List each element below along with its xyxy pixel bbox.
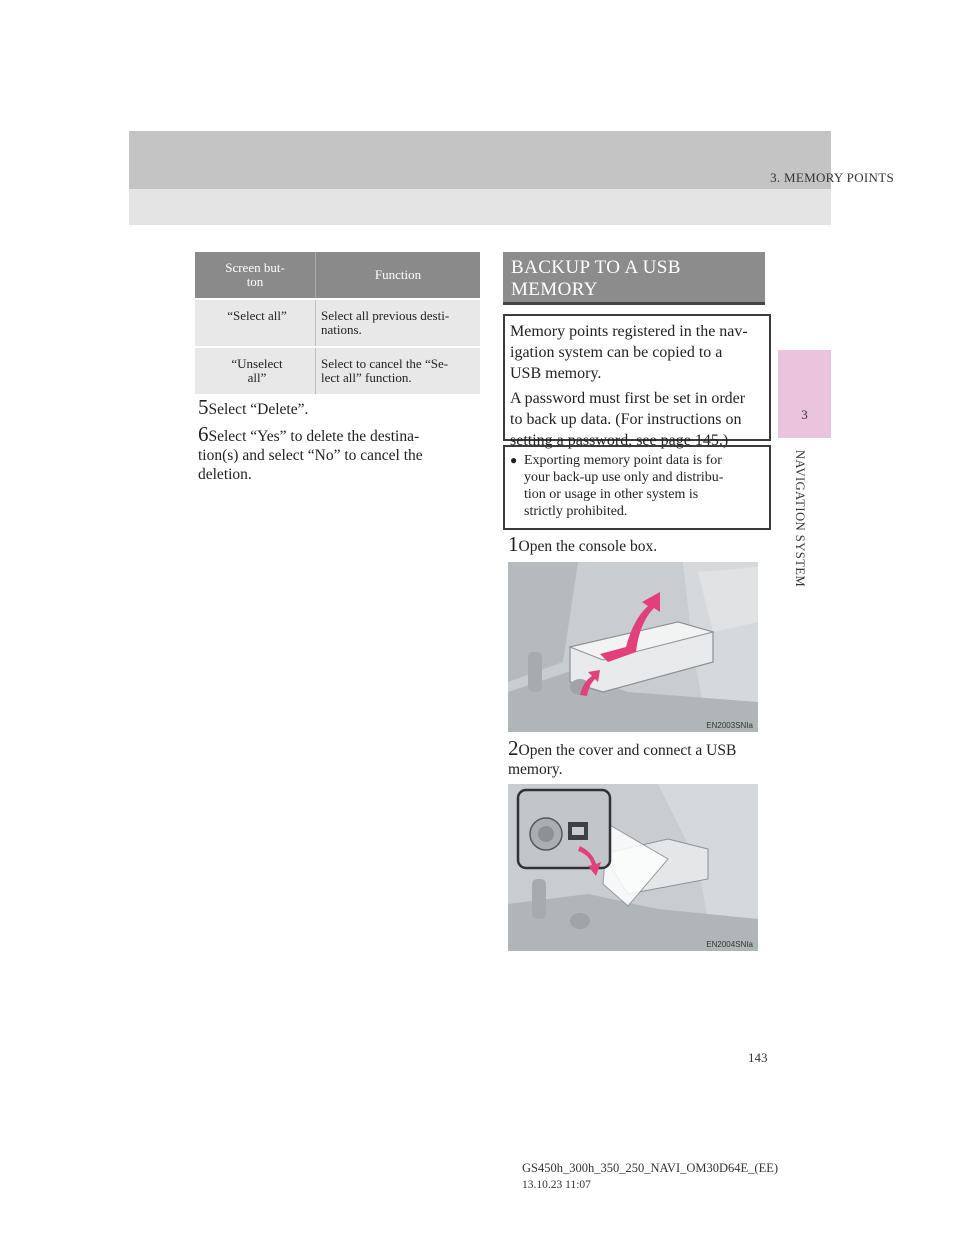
backup-info-box [503,314,771,449]
step-1 [508,532,658,556]
document-id: GS450h_300h_350_250_NAVI_OM30D64E_(EE) [522,1161,779,1175]
step-5 [198,395,309,419]
table-cell-button: “Unselect all” [195,347,316,394]
table-cell-function: Select all previous desti- nations. [316,299,481,347]
function-table [195,252,480,394]
step-number: 5 [198,395,209,419]
chapter-number: 3 [801,407,808,422]
table-cell-button: “Select all” [195,299,316,347]
console-box-illustration [508,562,758,732]
step-text: Select “Yes” to delete the destina- tion(s) and select “No” to cancel the deletion. [198,428,423,483]
export-note-box [503,445,771,530]
header-band [129,131,831,189]
table-cell-function: Select to cancel the “Se- lect all” function. [316,347,481,394]
step-6 [198,422,482,484]
table-header-row [195,252,480,299]
header-subband [129,189,831,225]
step-number: 6 [198,422,209,446]
usb-connection-illustration [508,784,758,951]
figure-code: EN2003SNIa [706,721,753,730]
table-row [195,299,480,347]
chapter-tab [778,350,831,438]
step-text: Open the cover and connect a USB memory. [508,742,737,778]
step-text: Select “Delete”. [208,401,309,418]
bullet-icon: ● [510,453,518,467]
table-row [195,347,480,394]
print-date: 13.10.23 11:07 [522,1179,591,1191]
step-2 [508,736,764,779]
backup-paragraph: A password must first be set in order to back up data. (For instructions on setting a password, see page 145.) [510,390,746,449]
section-title: 3. MEMORY POINTS [770,170,894,185]
column-header-button: Screen but- ton [195,252,316,299]
chapter-label: NAVIGATION SYSTEM [793,450,807,588]
figure-code: EN2004SNIa [706,940,753,949]
step-number: 1 [508,532,519,556]
backup-section-title: BACKUP TO A USB MEMORY [511,257,681,300]
step-text: Open the console box. [518,538,658,555]
backup-section-header [503,252,765,305]
page-number: 143 [748,1050,768,1065]
step-number: 2 [508,736,519,760]
backup-paragraph: Memory points registered in the nav- igation system can be copied to a USB memory. [510,323,748,382]
export-note-text: Exporting memory point data is for your back-up use only and distribu- tion or usage in other system is strictly prohibited. [524,453,724,519]
column-header-function: Function [316,252,481,299]
